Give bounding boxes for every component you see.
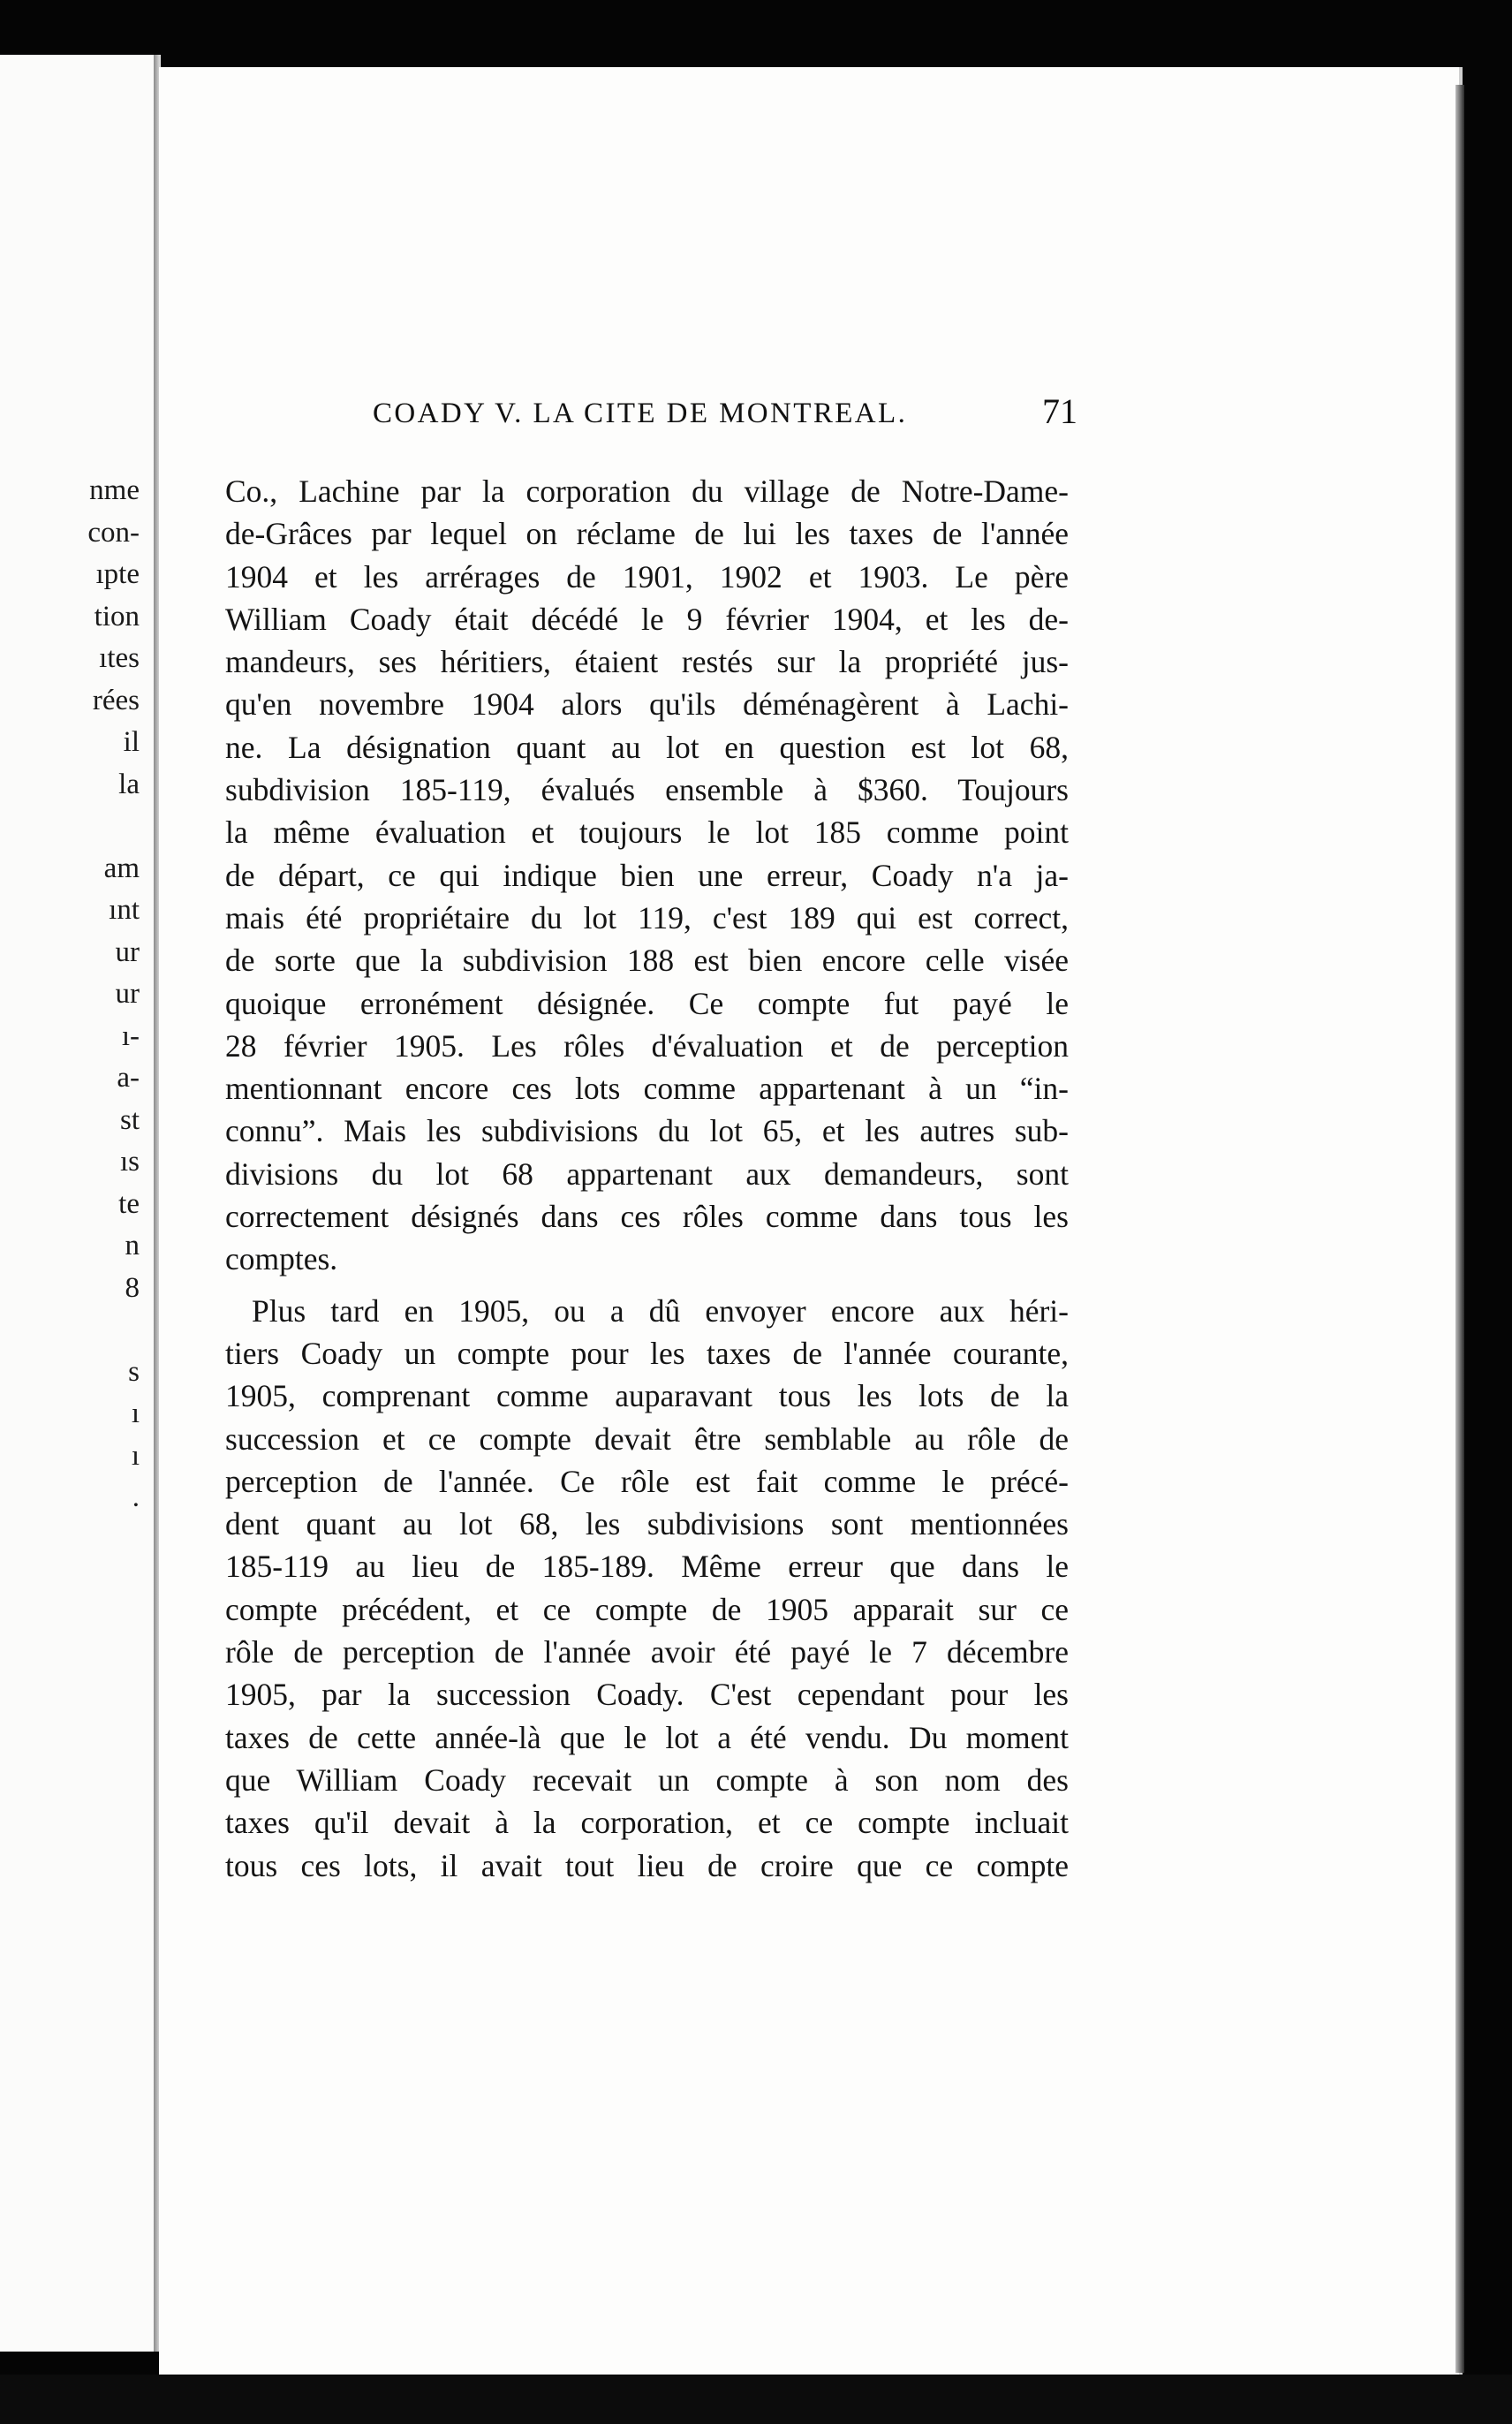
text-line: William Coady était décédé le 9 février 1904, et les de- [225,601,1069,637]
text-line: perception de l'année. Ce rôle est fait comme le précé- [225,1463,1069,1499]
left-line: rées [92,684,140,716]
text-line: de sorte que la subdivision 188 est bien encore celle visée [225,943,1069,979]
text-line: mandeurs, ses héritiers, étaient restés sur la propriété jus- [225,644,1069,680]
left-line: ı [131,1439,140,1472]
text-line: 1904 et les arrérages de 1901, 1902 et 1903. Le père [225,558,1069,595]
text-line: taxes de cette année-là que le lot a été vendu. Du moment [225,1719,1069,1755]
left-line: ınt [109,894,140,926]
left-line: am [103,852,140,884]
left-line [0,1309,140,1352]
page-edge [1455,85,1464,2373]
text-line: 185-119 au lieu de 185-189. Même erreur que dans le [225,1549,1069,1585]
text-line: de départ, ce qui indique bien une erreur, Coady n'a ja- [225,857,1069,893]
left-page-fragment [0,55,157,2352]
text-line: subdivision 185-119, évalués ensemble à $360. Toujours [225,772,1069,808]
text-line: Plus tard en 1905, ou a dû envoyer encore aux héri- [252,1292,1069,1329]
text-line: dent quant au lot 68, les subdivisions sont mentionnées [225,1506,1069,1542]
text-line: Co., Lachine par la corporation du village de Notre-Dame- [225,473,1069,509]
text-line: mentionnant encore ces lots comme appartenant à un “in- [225,1071,1069,1107]
text-line: 1905, par la succession Coady. C'est cependant pour les [225,1677,1069,1713]
left-line: tion [94,600,140,633]
text-line: ne. La désignation quant au lot en question est lot 68, [225,729,1069,765]
left-line: ur [115,936,140,968]
page-number: 71 [1042,391,1077,431]
body-text [225,470,1069,1887]
text-line: taxes qu'il devait à la corporation, et ce compte incluait [225,1805,1069,1841]
left-line: 8 [125,1271,140,1304]
left-line [0,806,140,848]
text-line: succession et ce compte devait être semblable au rôle de [225,1420,1069,1457]
left-line: ı- [121,1019,140,1052]
left-line: st [119,1103,140,1136]
left-line: la [118,768,140,800]
text-line: compte précédent, et ce compte de 1905 apparait sur ce [225,1591,1069,1627]
left-line: n [125,1230,140,1261]
scan-border-bottom [0,2375,1512,2424]
paragraph-gap [225,1281,1069,1290]
left-line: il [123,726,140,758]
text-line: de-Grâces par lequel on réclame de lui les taxes de l'année [225,516,1069,552]
text-line: qu'en novembre 1904 alors qu'ils déménagèrent à Lachi- [225,686,1069,723]
text-line: 1905, comprenant comme auparavant tous les lots de la [225,1378,1069,1414]
left-line: con- [87,516,140,549]
text-line: mais été propriétaire du lot 119, c'est 189 qui est correct, [225,899,1069,936]
left-line: s [128,1355,140,1388]
left-line: ıpte [95,558,140,590]
left-line: . [132,1481,140,1513]
left-line: ıs [119,1146,140,1178]
text-line: rôle de perception de l'année avoir été payé le 7 décembre [225,1634,1069,1670]
running-head-title: COADY V. LA CITE DE MONTREAL. [373,398,908,429]
left-line: ı [131,1398,140,1429]
text-line: tous ces lots, il avait tout lieu de croire que ce compte [225,1847,1069,1883]
text-line: connu”. Mais les subdivisions du lot 65, et les autres sub- [225,1113,1069,1149]
text-line: tiers Coady un compte pour les taxes de l'année courante, [225,1335,1069,1371]
left-line: nme [89,474,140,506]
left-line: te [118,1187,140,1220]
left-line: ur [115,978,140,1010]
running-head [212,389,1077,442]
paragraph [225,1290,1069,1887]
text-line: correctement désignés dans ces rôles comme dans tous les [225,1199,1069,1235]
text-line: divisions du lot 68 appartenant aux demandeurs, sont [225,1155,1069,1192]
left-page-text [0,470,140,1519]
text-line: 28 février 1905. Les rôles d'évaluation et de perception [225,1027,1069,1064]
text-line: la même évaluation et toujours le lot 185 comme point [225,814,1069,851]
left-line: ıtes [99,642,140,674]
text-line: quoique erronément désignée. Ce compte fut payé le [225,985,1069,1021]
text-line: comptes. [225,1241,338,1277]
left-line: a- [117,1062,140,1094]
paragraph [225,470,1069,1281]
text-line: que William Coady recevait un compte à son nom des [225,1761,1069,1798]
